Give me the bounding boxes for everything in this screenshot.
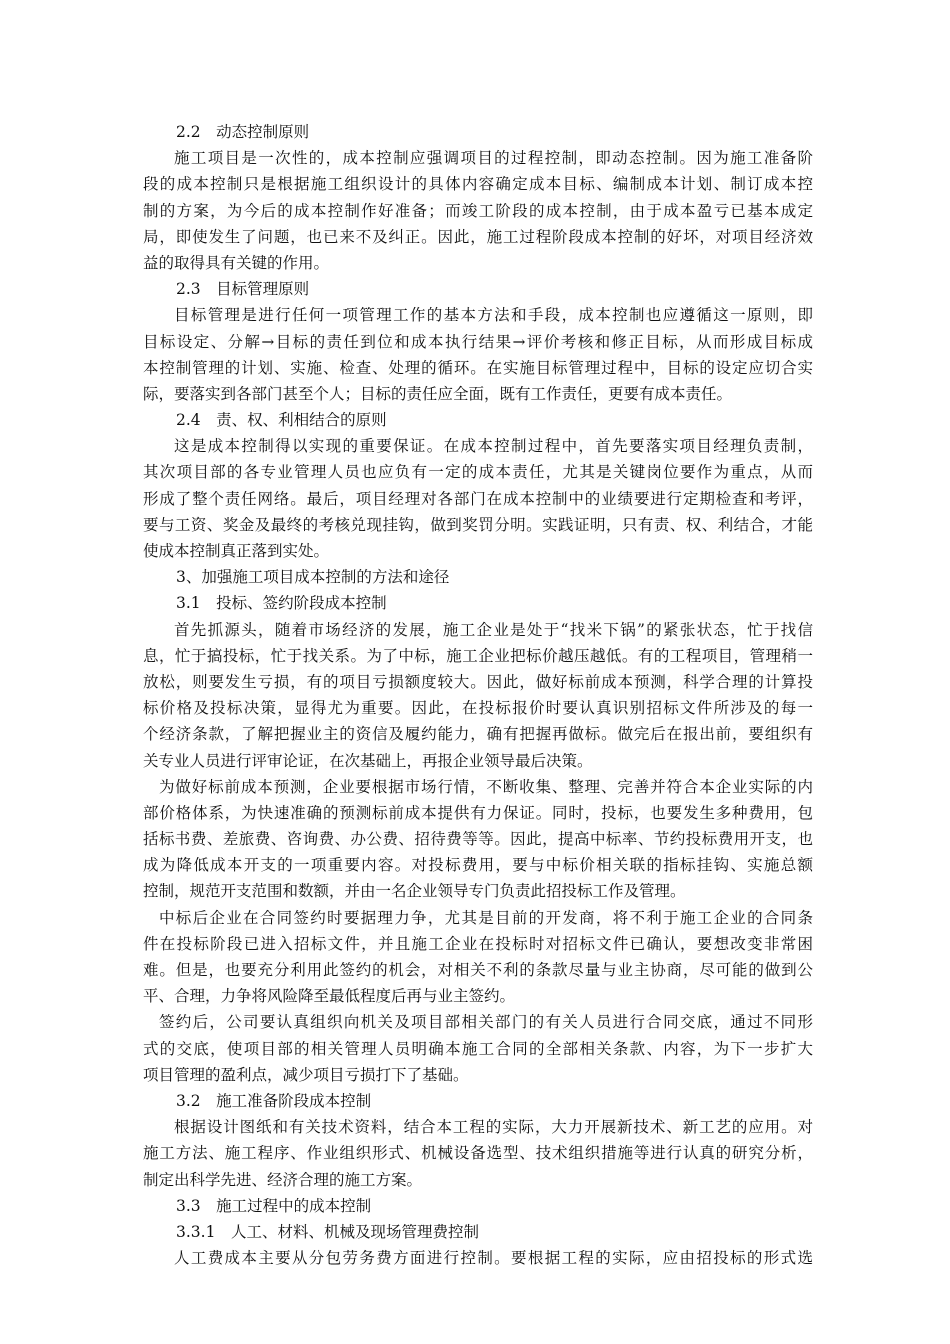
paragraph-line: 根据设计图纸和有关技术资料，结合本工程的实际，大力开展新技术、新工艺的应用。对 (174, 1118, 813, 1137)
section-heading: 2.2 动态控制原则 (176, 123, 310, 141)
section-heading: 3.2 施工准备阶段成本控制 (176, 1091, 372, 1110)
paragraph-line: 形成了整个责任网络。最后，项目经理对各部门在成本控制中的业绩要进行定期检查和考评， (143, 489, 813, 508)
section-heading: 2.4 责、权、利相结合的原则 (176, 411, 387, 430)
paragraph-line: 控制，规范开支范围和数额，并由一名企业领导专门负责此招投标工作及管理。 (143, 882, 686, 901)
paragraph-line: 息，忙于搞投标，忙于找关系。为了中标，施工企业把标价越压越低。有的工程项目，管理稍一 (143, 646, 813, 665)
paragraph-line: 部价格体系，为快速准确的预测标前成本提供有力保证。同时，投标，也要发生多种费用，包 (143, 803, 813, 822)
section-heading: 2.3 目标管理原则 (176, 280, 310, 299)
paragraph-line: 益的取得具有关键的作用。 (143, 253, 330, 272)
paragraph-line: 式的交底，使项目部的相关管理人员明确本施工合同的全部相关条款、内容，为下一步扩大 (143, 1039, 813, 1058)
paragraph-line: 目标管理是进行任何一项管理工作的基本方法和手段，成本控制也应遵循这一原则，即 (174, 306, 813, 325)
paragraph-line: 施工方法、施工程序、作业组织形式、机械设备选型、技术组织措施等进行认真的研究分析， (143, 1144, 813, 1163)
paragraph-line: 段的成本控制只是根据施工组织设计的具体内容确定成本目标、编制成本计划、制订成本控 (143, 175, 813, 194)
paragraph-line: 关专业人员进行评审论证，在次基础上，再报企业领导最后决策。 (143, 751, 593, 770)
section-heading: 3.1 投标、签约阶段成本控制 (176, 594, 387, 613)
paragraph-line: 目标设定、分解→目标的责任到位和成本执行结果→评价考核和修正目标，从而形成目标成 (143, 332, 813, 351)
paragraph-line: 中标后企业在合同签约时要据理力争，尤其是目前的开发商，将不利于施工企业的合同条 (159, 908, 813, 927)
paragraph-line: 使成本控制真正落到实处。 (143, 542, 330, 560)
paragraph-line: 成为降低成本开支的一项重要内容。对投标费用，要与中标价相关联的指标挂钩、实施总额 (143, 856, 813, 875)
paragraph-line: 际，要落实到各部门甚至个人；目标的责任应全面，既有工作责任，更要有成本责任。 (143, 384, 733, 403)
paragraph-line: 其次项目部的各专业管理人员也应负有一定的成本责任，尤其是关键岗位要作为重点，从而 (143, 463, 813, 482)
paragraph-line: 施工项目是一次性的，成本控制应强调项目的过程控制，即动态控制。因为施工准备阶 (174, 149, 813, 168)
paragraph-line: 平、合理，力争将风险降至最低程度后再与业主签约。 (143, 987, 516, 1006)
paragraph-line: 括标书费、差旅费、咨询费、办公费、招待费等等。因此，提高中标率、节约投标费用开支，也 (143, 830, 813, 849)
paragraph-line: 难。但是，也要充分利用此签约的机会，对相关不利的条款尽量与业主协商，尽可能的做到公 (143, 961, 813, 979)
paragraph-line: 局，即使发生了问题，也已来不及纠正。因此，施工过程阶段成本控制的好坏，对项目经济效 (143, 227, 813, 246)
paragraph-line: 标价格及投标决策，显得尤为重要。因此，在投标报价时要认真识别招标文件所涉及的每一 (143, 699, 813, 718)
paragraph-line: 件在投标阶段已进入招标文件，并且施工企业在投标时对招标文件已确认，要想改变非常困 (143, 934, 813, 953)
paragraph-line: 这是成本控制得以实现的重要保证。在成本控制过程中，首先要落实项目经理负责制， (174, 437, 813, 456)
paragraph-line: 放松，则要发生亏损，有的项目亏损额度较大。因此，做好标前成本预测，科学合理的计算投 (143, 672, 813, 691)
paragraph-line: 要与工资、奖金及最终的考核兑现挂钩，做到奖罚分明。实践证明，只有责、权、利结合，才能 (143, 515, 813, 534)
paragraph-line: 为做好标前成本预测，企业要根据市场行情，不断收集、整理、完善并符合本企业实际的内 (159, 777, 813, 796)
section-heading: 3、加强施工项目成本控制的方法和途径 (176, 568, 450, 587)
paragraph-line: 本控制管理的计划、实施、检查、处理的循环。在实施目标管理过程中，目标的设定应切合实 (143, 358, 813, 377)
paragraph-line: 人工费成本主要从分包劳务费方面进行控制。要根据工程的实际，应由招投标的形式选 (174, 1249, 813, 1268)
section-heading: 3.3.1 人工、材料、机械及现场管理费控制 (176, 1222, 479, 1241)
paragraph-line: 个经济条款，了解把握业主的资信及履约能力，确有把握再做标。做完后在报出前，要组织有 (143, 725, 813, 744)
paragraph-line: 制的方案，为今后的成本控制作好准备；而竣工阶段的成本控制，由于成本盈亏已基本成定 (143, 201, 813, 220)
document-page (143, 119, 813, 1271)
paragraph-line: 首先抓源头，随着市场经济的发展，施工企业是处于“找米下锅”的紧张状态，忙于找信 (174, 620, 813, 639)
paragraph-line: 制定出科学先进、经济合理的施工方案。 (143, 1170, 423, 1189)
section-heading: 3.3 施工过程中的成本控制 (176, 1196, 372, 1215)
paragraph-line: 签约后，公司要认真组织向机关及项目部相关部门的有关人员进行合同交底，通过不同形 (159, 1013, 813, 1032)
paragraph-line: 项目管理的盈利点，减少项目亏损打下了基础。 (143, 1065, 469, 1084)
